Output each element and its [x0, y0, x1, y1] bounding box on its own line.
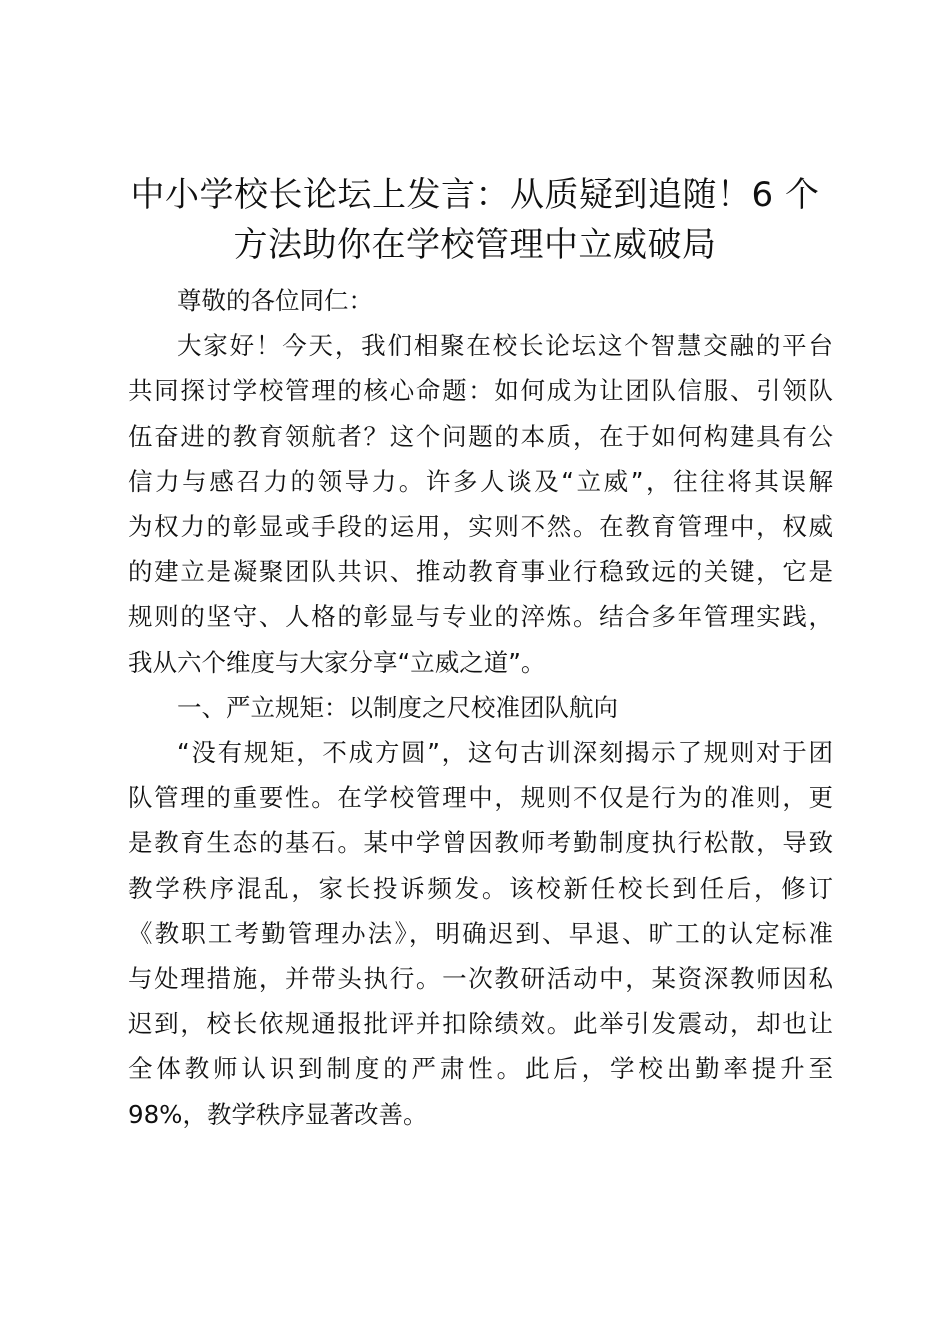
- title-line-2: 方法助你在学校管理中立威破局: [233, 225, 717, 265]
- paragraph-rules: [128, 730, 833, 1137]
- salutation: 尊敬的各位同仁：: [177, 286, 373, 315]
- paragraph-line: 全体教师认识到制度的严肃性。此后，学校出勤率提升至: [128, 1054, 833, 1084]
- paragraph-line: 是教育生态的基石。某中学曾因教师考勤制度执行松散，导致: [128, 828, 833, 858]
- paragraph-line: 队管理的重要性。在学校管理中，规则不仅是行为的准则，更: [128, 783, 833, 813]
- paragraph-line: 我从六个维度与大家分享“立威之道”。: [128, 647, 546, 677]
- paragraph-line: 共同探讨学校管理的核心命题：如何成为让团队信服、引领队: [128, 376, 833, 406]
- paragraph-line: 规则的坚守、人格的彰显与专业的淬炼。结合多年管理实践，: [128, 602, 833, 632]
- paragraph-line: 大家好！今天，我们相聚在校长论坛这个智慧交融的平台: [177, 331, 833, 361]
- paragraph-line: 与处理措施，并带头执行。一次教研活动中，某资深教师因私: [128, 964, 833, 994]
- section-heading-1: 一、严立规矩：以制度之尺校准团队航向: [177, 692, 618, 722]
- title-line-1: 中小学校长论坛上发言：从质疑到追随！6 个: [130, 175, 820, 215]
- paragraph-line: 迟到，校长依规通报批评并扣除绩效。此举引发震动，却也让: [128, 1009, 833, 1039]
- paragraph-line: “没有规矩，不成方圆”，这句古训深刻揭示了规则对于团: [177, 738, 833, 768]
- paragraph-line: 的建立是凝聚团队共识、推动教育事业行稳致远的关键，它是: [128, 557, 833, 587]
- document-title: [110, 170, 840, 270]
- paragraph-line: 为权力的彰显或手段的运用，实则不然。在教育管理中，权威: [128, 512, 833, 542]
- document-body: [128, 278, 833, 1137]
- paragraph-line: 98%，教学秩序显著改善。: [128, 1099, 428, 1129]
- paragraph-line: 伍奋进的教育领航者？这个问题的本质，在于如何构建具有公: [128, 421, 833, 451]
- paragraph-line: 教学秩序混乱，家长投诉频发。该校新任校长到任后，修订: [128, 873, 833, 903]
- paragraph-line: 信力与感召力的领导力。许多人谈及“立威”，往往将其误解: [128, 466, 833, 496]
- paragraph-opening: [128, 323, 833, 685]
- paragraph-line: 《教职工考勤管理办法》，明确迟到、早退、旷工的认定标准: [128, 918, 833, 948]
